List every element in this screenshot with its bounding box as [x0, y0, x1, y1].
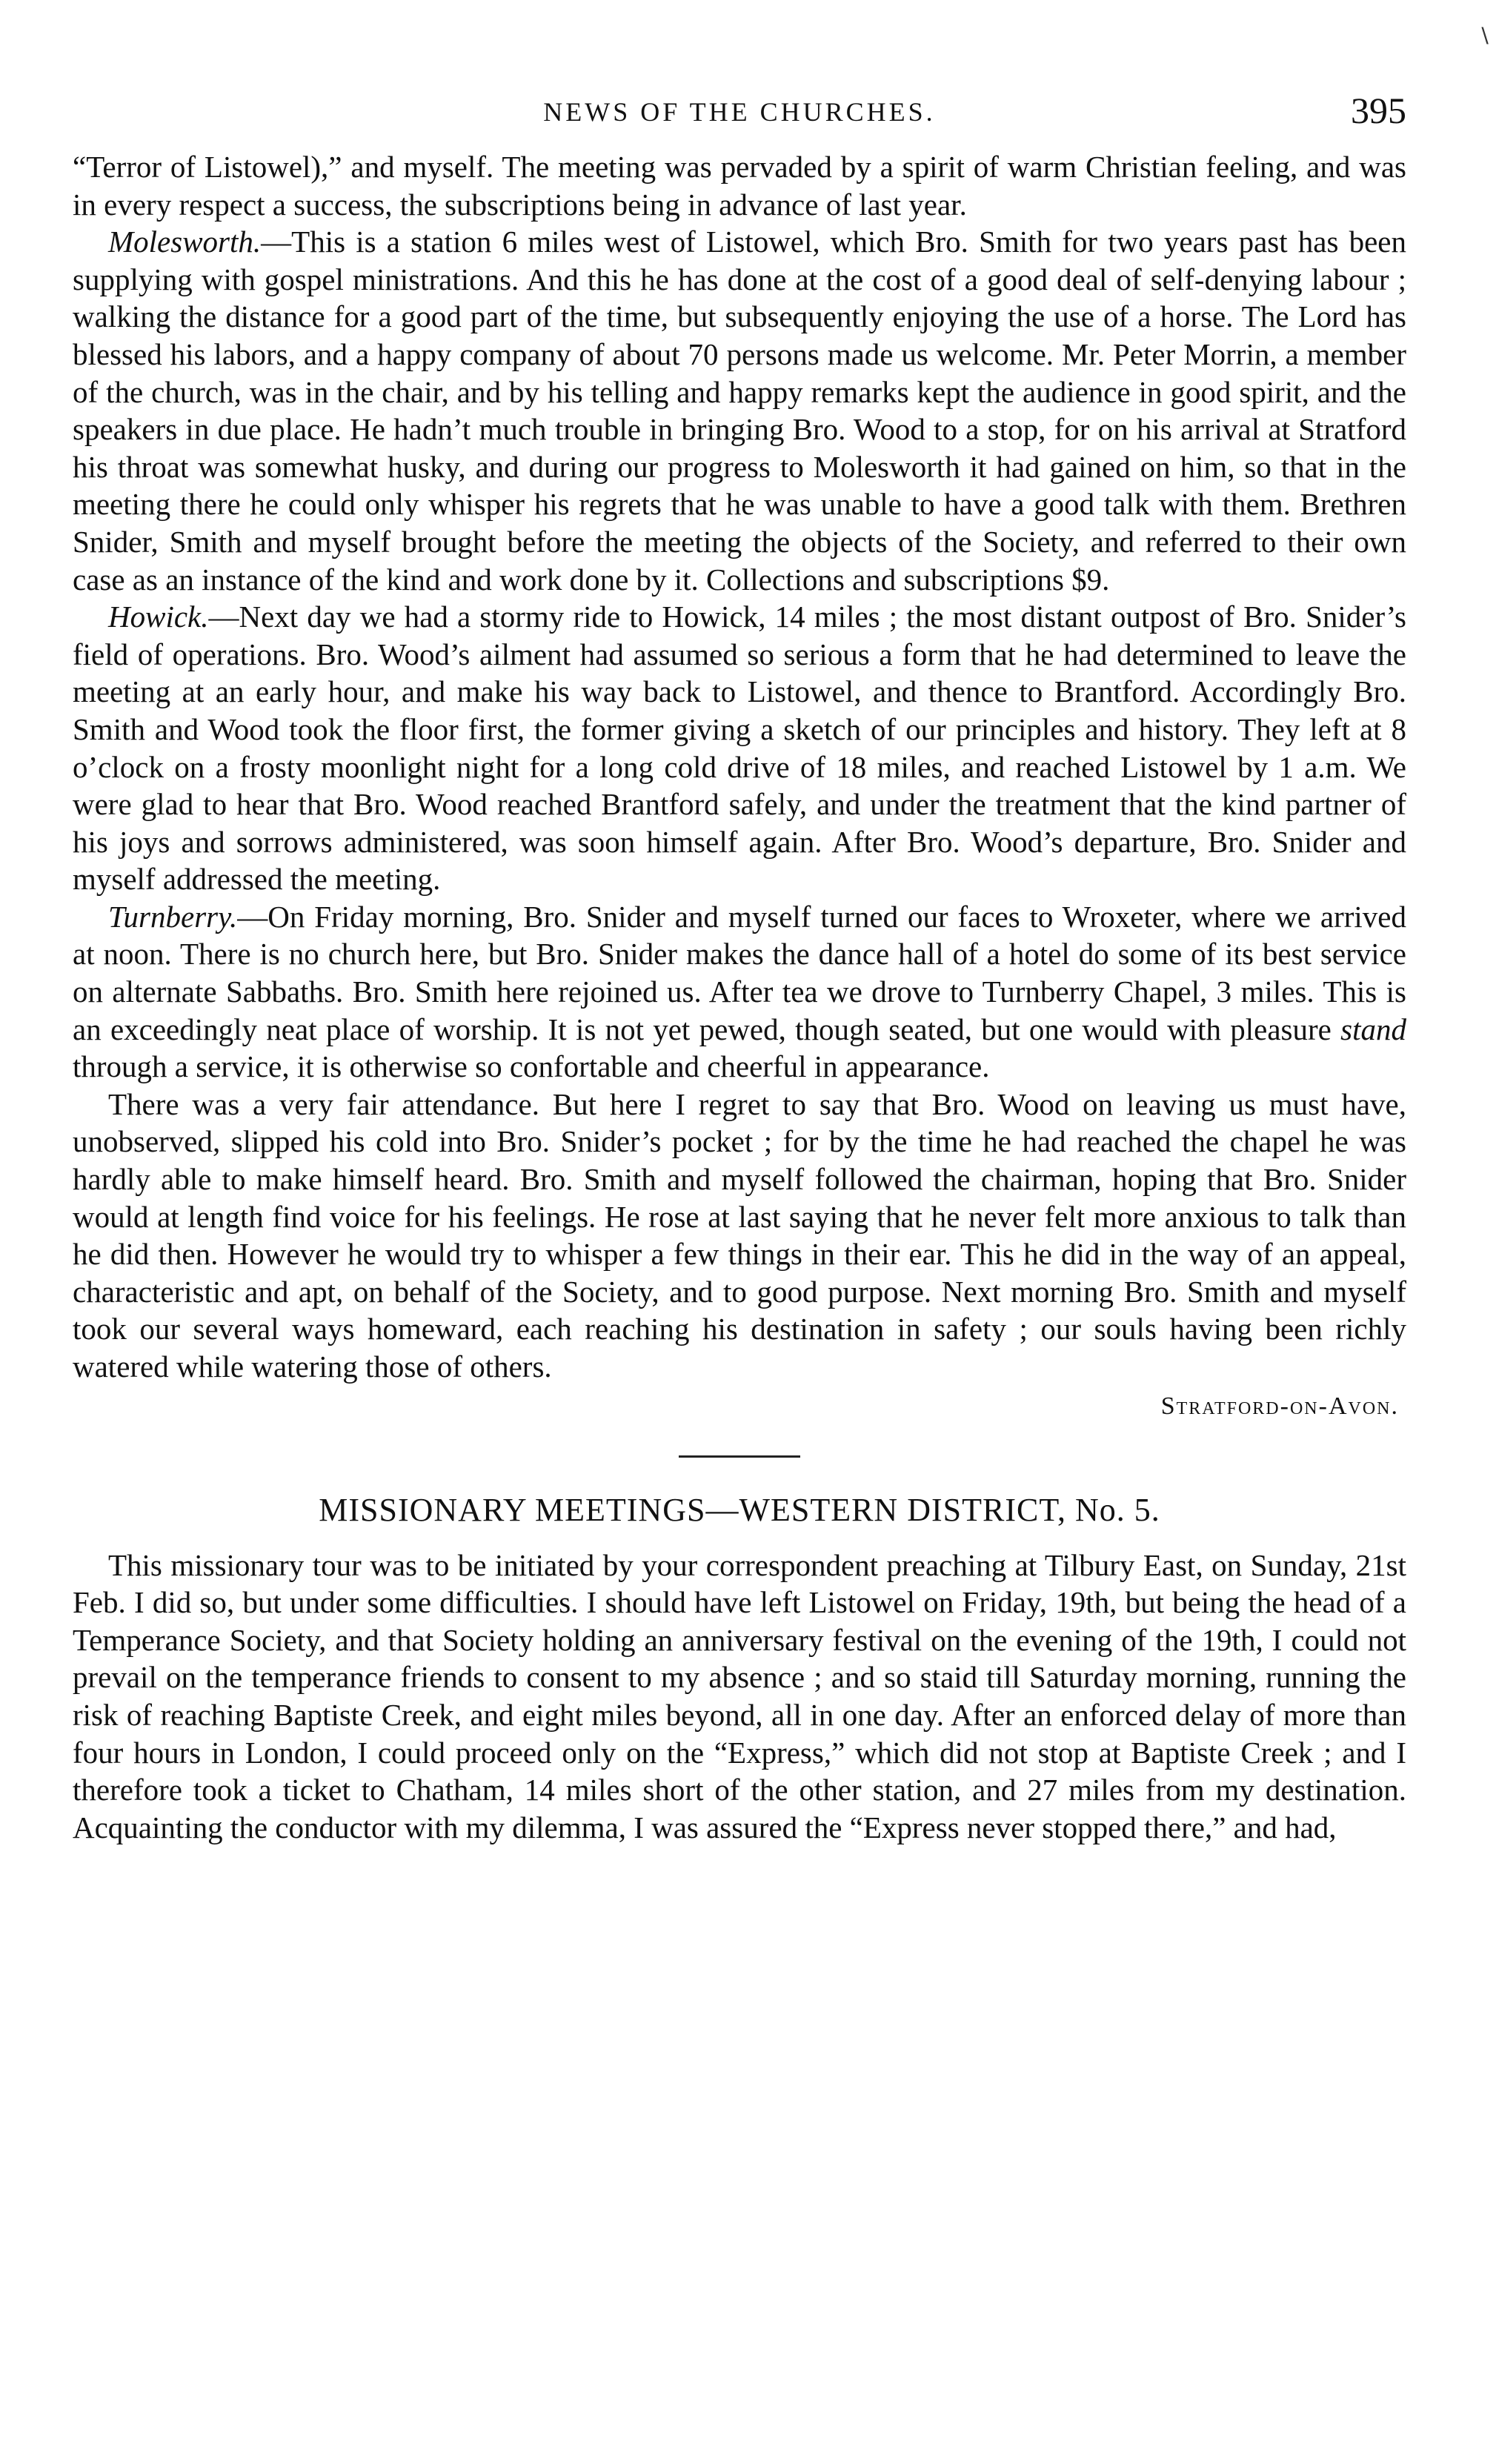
corner-mark: ∖ [1477, 25, 1491, 48]
paragraph-howick-text: —Next day we had a stormy ride to Howick, 14 miles ; the most distant outpost of Bro. Snider’s field of operations. Bro. Wood’s ailment had assumed so serious a form that he had determined to leave the meeting at an early hour, and make his way back to Listowel, and thence to Brantford. Accordingly Bro. Smith and Wood took the floor first, the former giving a sketch of our principles and history. They left at 8 o’clock on a frosty moonlight night for a long cold drive of 18 miles, and reached Listowel by 1 a.m. We were glad to hear that Bro. Wood reached Brantford safely, and under the treatment that the kind partner of his joys and sorrows administered, was soon himself again. After Bro. Wood’s departure, Bro. Snider and myself addressed the meeting. [73, 600, 1406, 897]
running-title: NEWS OF THE CHURCHES. [543, 97, 936, 127]
running-head [73, 89, 1406, 148]
paragraph-turnberry [73, 898, 1406, 1086]
paragraph-molesworth [73, 223, 1406, 598]
paragraph-missionary-tour: This missionary tour was to be initiated by your correspondent preaching at Tilbury East, on Sunday, 21st Feb. I did so, but under some difficulties. I should have left Listowel on Friday, 19th, but being the head of a Temperance Society, and that Society holding an anniversary festival on the evening of the 19th, I could not prevail on the temperance friends to consent to my absence ; and so staid till Saturday morning, running the risk of reaching Baptiste Creek, and eight miles beyond, all in one day. After an enforced delay of more than four hours in London, I could proceed only on the “Express,” which did not stop at Baptiste Creek ; and I therefore took a ticket to Chatham, 14 miles short of the other station, and 27 miles from my destination. Acquainting the conductor with my dilemma, I was assured the “Express never stopped there,” and had, [73, 1547, 1406, 1844]
article-news [73, 148, 1406, 1426]
place-name-turnberry: Turnberry. [108, 899, 238, 934]
place-name-molesworth: Molesworth. [108, 225, 262, 259]
section-divider [679, 1455, 800, 1458]
article-missionary-meetings [73, 1490, 1406, 1847]
paragraph-turnberry-text-b: through a service, it is otherwise so confortable and cheerful in appearance. [73, 1049, 990, 1084]
paragraph-attendance: There was a very fair attendance. But here I regret to say that Bro. Wood on leaving us must have, unobserved, slipped his cold into Bro. Snider’s pocket ; for by the time he had reached the chapel he was hardly able to make himself heard. Bro. Smith and myself followed the chairman, hoping that Bro. Snider would at length find voice for his feelings. He rose at last saying that he never felt more anxious to talk than he did then. However he would try to whisper a few things in their ear. This he did in the way of an appeal, characteristic and apt, on behalf of the Society, and to good purpose. Next morning Bro. Smith and myself took our several ways homeward, each reaching his destination in safety ; our souls having been richly watered while watering those of others. [73, 1086, 1406, 1384]
paragraph-turnberry-text-a: —On Friday morning, Bro. Snider and myself turned our faces to Wroxeter, where we arrived at noon. There is no church here, but Bro. Snider makes the dance hall of a hotel do some of its best service on alternate Sabbaths. Bro. Smith here rejoined us. After tea we drove to Turnberry Chapel, 3 miles. This is an exceedingly neat place of worship. It is not yet pewed, though seated, but one would with pleasure [73, 899, 1406, 1046]
emphasis-stand: stand [1340, 1012, 1406, 1046]
signature: Stratford-on-Avon. [1160, 1392, 1399, 1420]
paragraph-howick [73, 598, 1406, 898]
place-name-howick: Howick. [108, 600, 209, 634]
section-heading: MISSIONARY MEETINGS—WESTERN DISTRICT, No. 5. [319, 1491, 1160, 1528]
paragraph-molesworth-text: —This is a station 6 miles west of Listowel, which Bro. Smith for two years past has been supplying with gospel ministrations. And this he has done at the cost of a good deal of self-denying labour ; walking the distance for a good part of the time, but subsequently enjoying the use of a horse. The Lord has blessed his labors, and a happy company of about 70 persons made us welcome. Mr. Peter Morrin, a member of the church, was in the chair, and by his telling and happy remarks kept the audience in good spirit, and the speakers in due place. He hadn’t much trouble in bringing Bro. Wood to a stop, for on his arrival at Stratford his throat was somewhat husky, and during our progress to Molesworth it had gained on him, so that in the meeting there he could only whisper his regrets that he was unable to have a good talk with them. Brethren Snider, Smith and myself brought before the meeting the objects of the Society, and referred to their own case as an instance of the kind and work done by it. Collections and subscriptions $9. [73, 225, 1406, 597]
page [73, 89, 1406, 1846]
paragraph-terror-of-listowel: “Terror of Listowel),” and myself. The meeting was pervaded by a spirit of warm Christian feeling, and was in every respect a success, the subscriptions being in advance of last year. [73, 150, 1406, 222]
page-number: 395 [1351, 90, 1406, 131]
